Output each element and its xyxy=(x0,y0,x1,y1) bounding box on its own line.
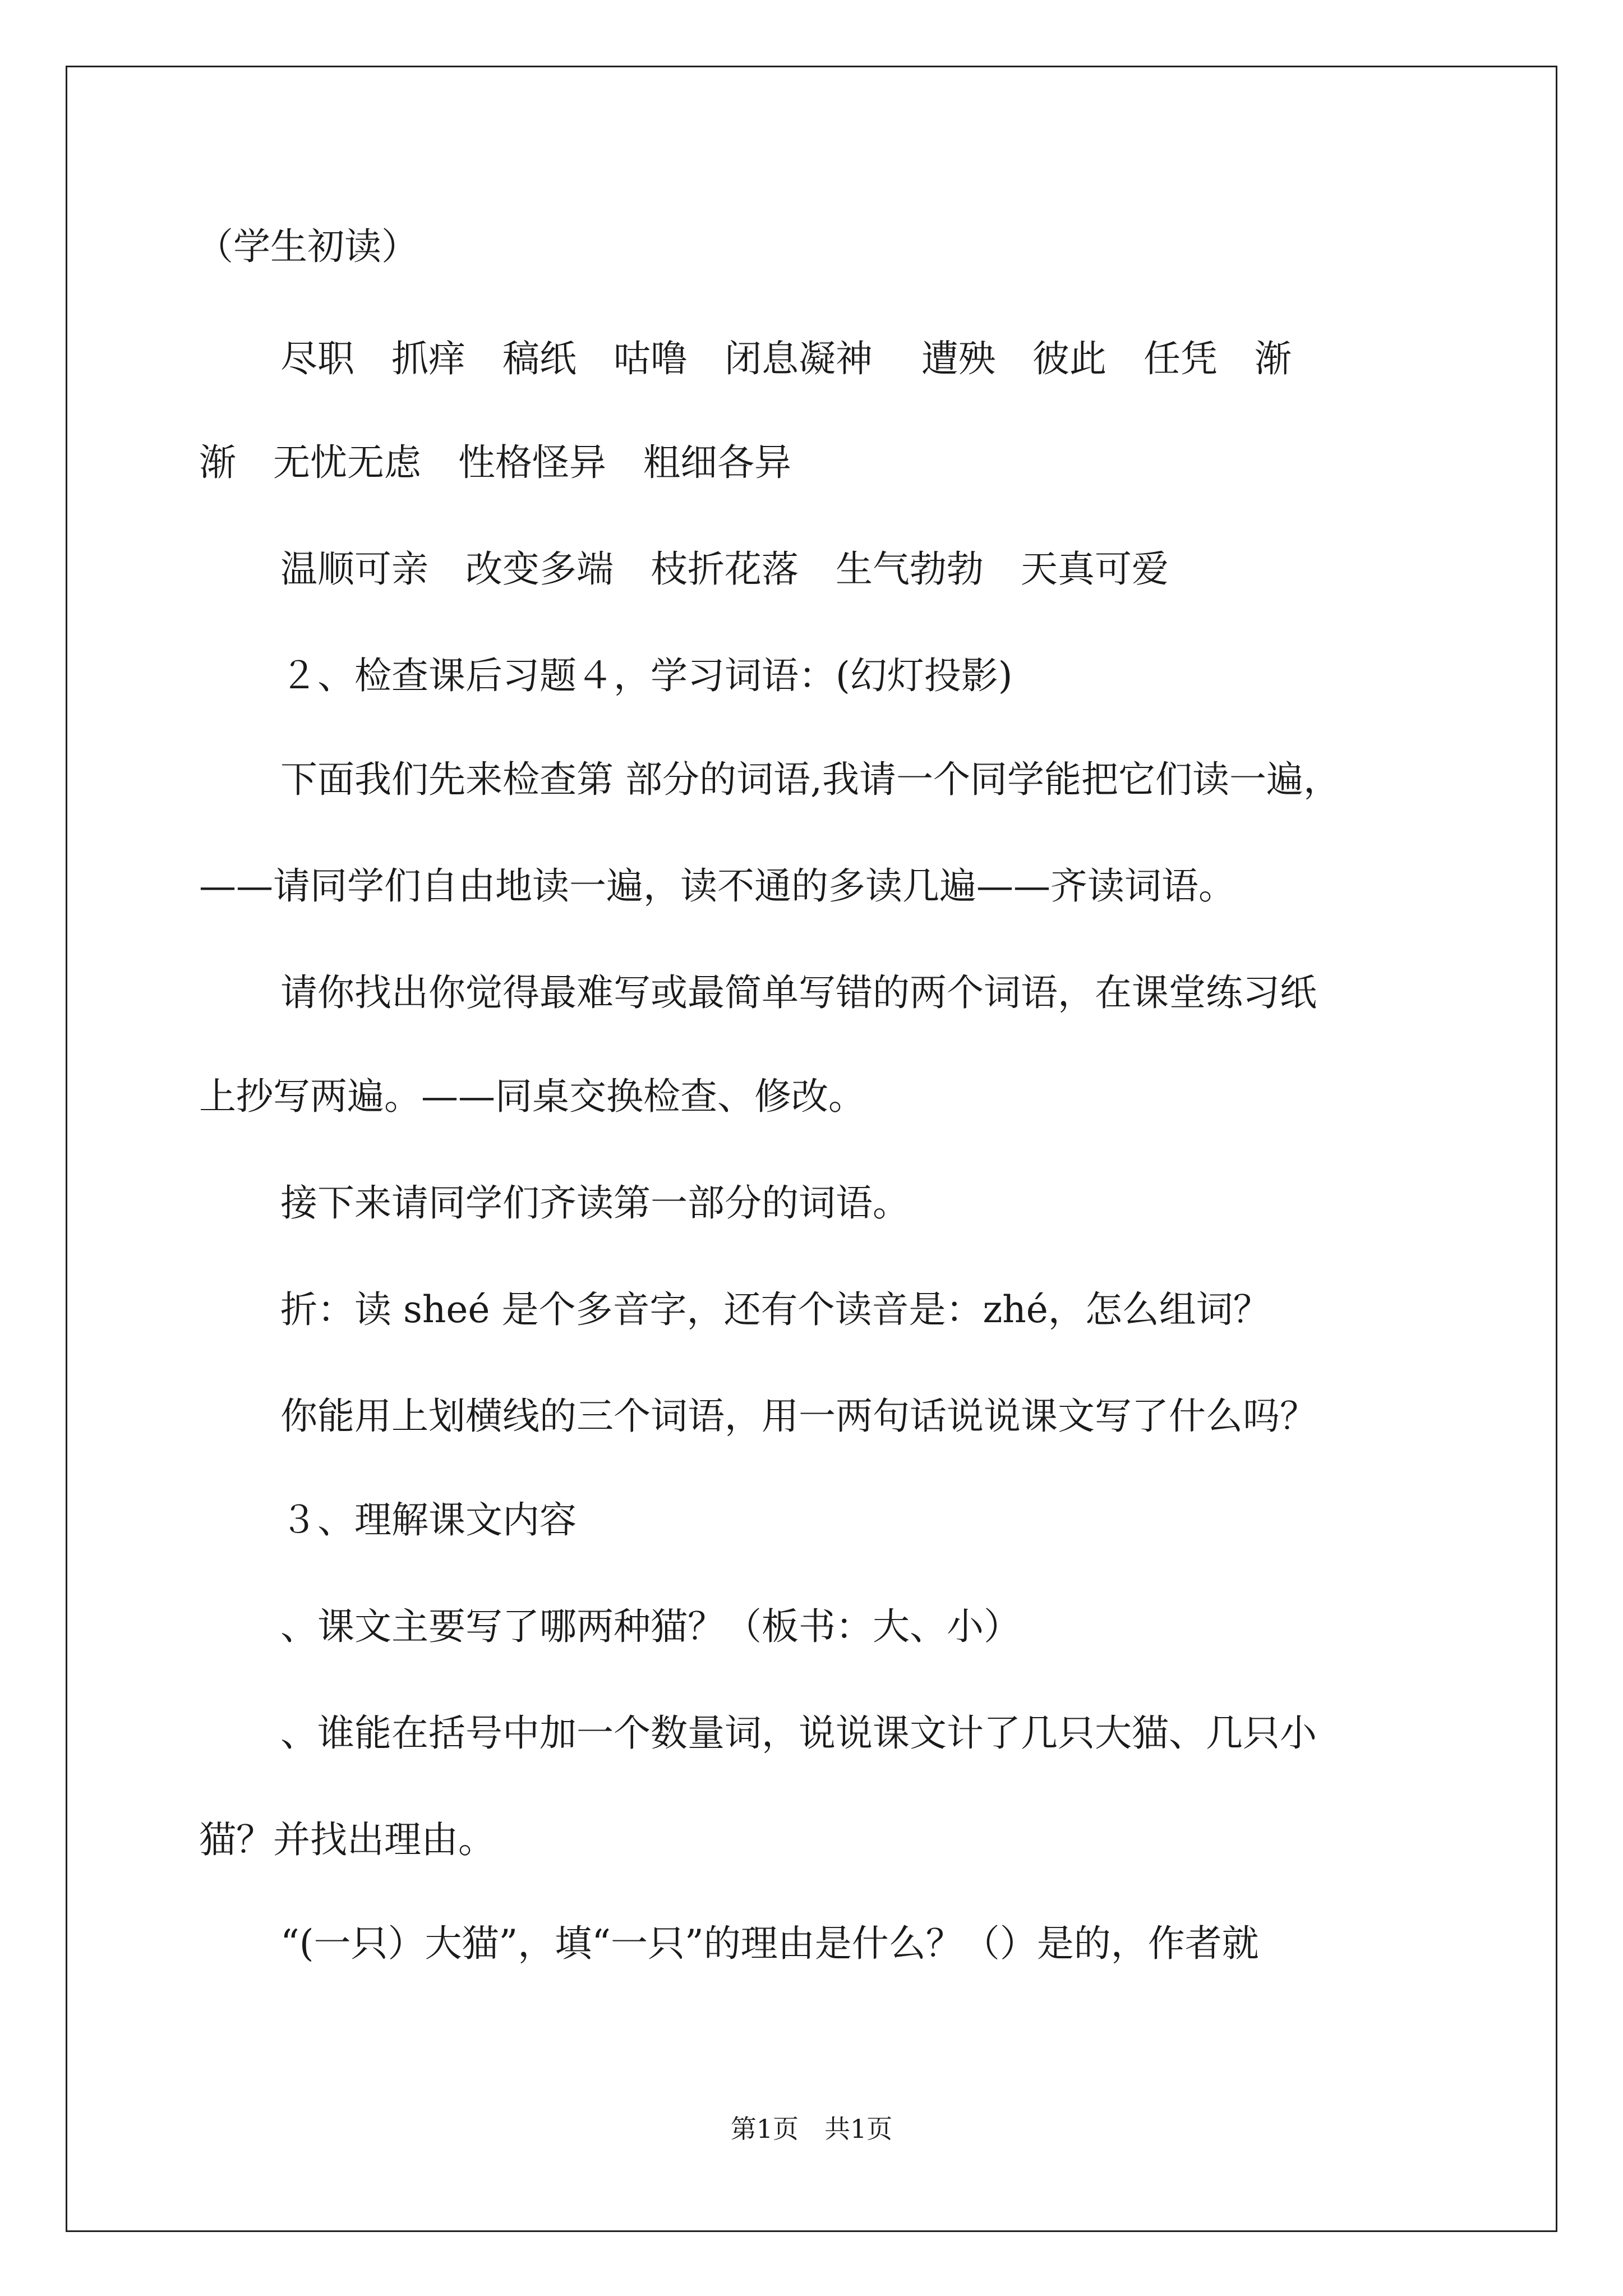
text-line: 温顺可亲 改变多端 枝折花落 生气勃勃 天真可爱 xyxy=(280,547,1169,591)
text-line: ３、理解课文内容 xyxy=(280,1498,577,1542)
text-line: 、课文主要写了哪两种猫？（板书：大、小） xyxy=(280,1605,1021,1648)
text-line: （学生初读） xyxy=(196,225,418,268)
text-line: 尽职 抓痒 稿纸 咕噜 闭息凝神 遭殃 彼此 任凭 渐 xyxy=(280,337,1292,380)
text-line: 猫？并找出理由。 xyxy=(199,1818,495,1861)
page-border xyxy=(66,66,1557,2232)
text-line: 接下来请同学们齐读第一部分的词语。 xyxy=(280,1181,910,1225)
text-line: 渐 无忧无虑 性格怪异 粗细各异 xyxy=(199,441,791,484)
text-line: 上抄写两遍。——同桌交换检查、修改。 xyxy=(199,1075,865,1118)
text-line: 、谁能在括号中加一个数量词，说说课文计了几只大猫、几只小 xyxy=(280,1711,1317,1755)
text-line: 下面我们先来检查第 部分的词语,我请一个同学能把它们读一遍， xyxy=(280,758,1340,801)
text-line: 折：读 sheé 是个多音字，还有个读音是：zhé，怎么组词？ xyxy=(280,1288,1270,1331)
text-line: 你能用上划横线的三个词语，用一两句话说说课文写了什么吗？ xyxy=(280,1395,1317,1438)
text-line: ２、检查课后习题４，学习词语：(幻灯投影) xyxy=(280,654,1013,697)
text-line: 请你找出你觉得最难写或最简单写错的两个词语，在课堂练习纸 xyxy=(280,971,1317,1014)
text-line: ——请同学们自由地读一遍，读不通的多读几遍——齐读词语。 xyxy=(199,864,1235,908)
text-line: “(一只）大猫”，填“一只”的理由是什么？（）是的，作者就 xyxy=(280,1922,1259,1965)
page-footer: 第1页 共1页 xyxy=(730,2114,893,2144)
